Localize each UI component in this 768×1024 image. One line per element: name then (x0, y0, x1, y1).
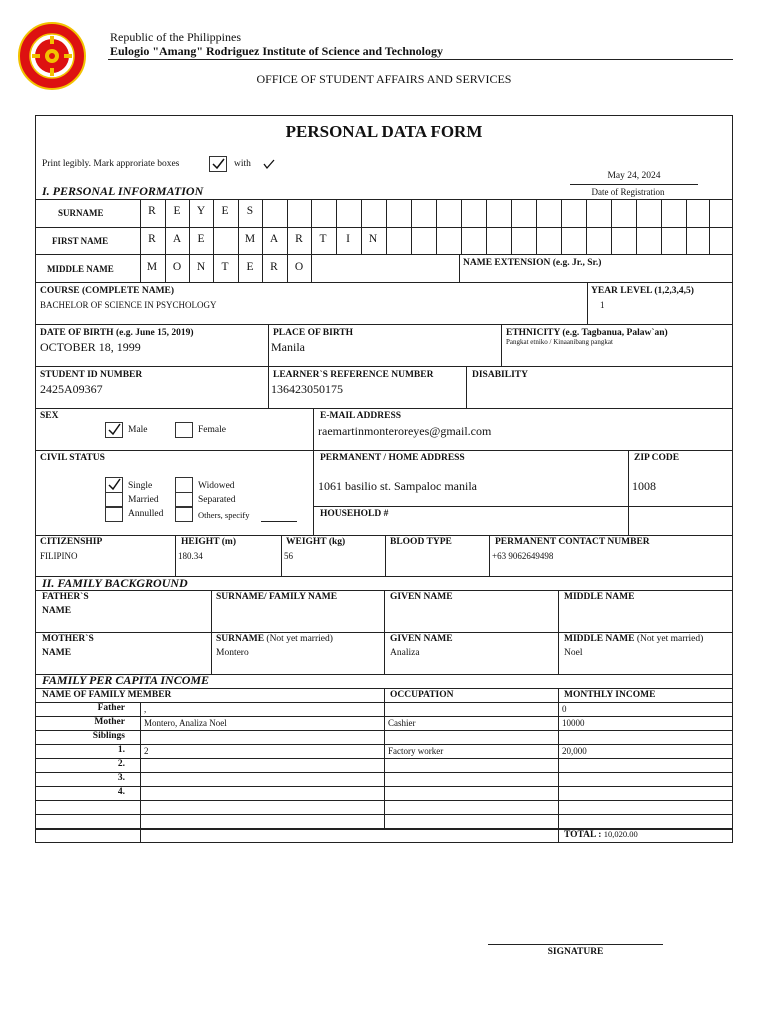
grid-column-line (709, 199, 710, 255)
surname-letter[interactable]: R (148, 205, 156, 217)
rule (281, 535, 282, 577)
check-mark-icon (262, 158, 276, 170)
surname-letter[interactable]: E (173, 205, 181, 217)
section-personal-info: I. PERSONAL INFORMATION (42, 184, 204, 198)
grid-column-line (287, 199, 288, 255)
table-row-line (35, 758, 733, 759)
republic-heading: Republic of the Philippines (110, 30, 241, 44)
father-given-label: GIVEN NAME (390, 592, 453, 602)
middle_name-letter[interactable]: T (221, 261, 229, 273)
civil-annulled-checkbox[interactable] (105, 506, 123, 522)
table-row-line (35, 800, 733, 801)
grid-column-line (262, 199, 263, 255)
grid-column-line (361, 199, 362, 255)
ethnicity-sublabel: Pangkat etniko / Kinaanibang pangkat (506, 338, 613, 346)
father-middle-label: MIDDLE NAME (564, 592, 635, 602)
dob-label: DATE OF BIRTH (e.g. June 15, 2019) (40, 328, 194, 338)
grid-column-line (636, 199, 637, 255)
mother-surname-label: SURNAME (216, 634, 265, 644)
lrn-label: LEARNER`S REFERENCE NUMBER (273, 370, 434, 380)
surname-letter[interactable]: E (221, 205, 229, 217)
grid-column-line (311, 254, 312, 282)
grid-column-line (336, 199, 337, 255)
section-family-income: FAMILY PER CAPITA INCOME (42, 673, 210, 687)
zip-value[interactable]: 1008 (632, 479, 656, 493)
lrn-value[interactable]: 136423050175 (271, 382, 343, 396)
sex-female-checkbox[interactable] (175, 422, 193, 438)
zip-label: ZIP CODE (634, 453, 680, 463)
rule (501, 324, 502, 366)
mother-surname-value[interactable]: Montero (216, 648, 249, 658)
mother-surname-header (216, 634, 333, 644)
mother-middle-note: (Not yet married) (636, 634, 704, 644)
table-row-line (35, 786, 733, 787)
grid-column-line (436, 199, 437, 255)
father-surname-label: SURNAME/ FAMILY NAME (216, 592, 338, 602)
registration-date-line (570, 184, 698, 185)
income-total (564, 829, 638, 840)
grid-column-line (486, 199, 487, 255)
blood-type-label: BLOOD TYPE (390, 537, 452, 547)
grid-column-line (586, 199, 587, 255)
income-row-occupation[interactable]: Cashier (388, 718, 416, 728)
pob-value[interactable]: Manila (271, 340, 305, 354)
signature-line (488, 944, 663, 945)
section-family-background: II. FAMILY BACKGROUND (42, 576, 188, 590)
first_name-letter[interactable]: N (368, 233, 378, 245)
income-row-name[interactable]: Montero, Analiza Noel (144, 718, 227, 728)
student-id-value[interactable]: 2425A09367 (40, 382, 103, 396)
grid-column-line (511, 199, 512, 255)
first_name-letter[interactable]: A (269, 233, 279, 245)
civil-status-label: CIVIL STATUS (40, 453, 105, 463)
mother-middle-value[interactable]: Noel (564, 648, 583, 658)
rule (558, 688, 559, 842)
student-id-label: STUDENT ID NUMBER (40, 370, 143, 380)
surname-letter[interactable]: S (246, 205, 254, 217)
income-row-income[interactable]: 10000 (562, 718, 585, 728)
registration-date[interactable]: May 24, 2024 (607, 171, 661, 181)
citizenship-label: CITIZENSHIP (40, 537, 103, 547)
civil-single-checkbox[interactable] (105, 477, 123, 493)
civil-widowed-checkbox[interactable] (175, 477, 193, 493)
year-level-value[interactable]: 1 (600, 300, 605, 310)
mother-middle-header (564, 634, 703, 644)
civil-married-label: Married (128, 495, 159, 505)
mother-label: MOTHER`S (42, 634, 94, 644)
first-name-label: FIRST NAME (52, 236, 109, 246)
middle_name-letter[interactable]: M (146, 261, 158, 273)
income-row-label: 4. (117, 787, 125, 797)
grid-column-line (386, 199, 387, 255)
sex-male-label: Male (128, 425, 148, 435)
table-row-line (35, 814, 733, 815)
rule (175, 535, 176, 577)
address-value[interactable]: 1061 basilio st. Sampaloc manila (318, 479, 477, 493)
rule (268, 324, 269, 366)
father-label-name: NAME (42, 606, 72, 616)
table-row-line (35, 730, 733, 731)
mother-label-name: NAME (42, 648, 72, 658)
rule (35, 408, 733, 409)
first_name-letter[interactable]: A (172, 233, 182, 245)
rule (35, 282, 733, 283)
rule (35, 366, 733, 367)
grid-column-line (611, 199, 612, 255)
rule (489, 535, 490, 577)
rule (628, 450, 629, 535)
email-value[interactable]: raemartinmonteroreyes@gmail.com (318, 424, 492, 438)
income-col-income: MONTHLY INCOME (564, 690, 656, 700)
rule (587, 282, 588, 324)
sex-label: SEX (40, 411, 59, 421)
address-label: PERMANENT / HOME ADDRESS (320, 453, 465, 463)
ethnicity-label: ETHNICITY (e.g. Tagbanua, Palaw`an) (506, 328, 668, 338)
with-label: with (234, 159, 251, 169)
grid-column-line (461, 199, 462, 255)
civil-single-label: Single (128, 481, 153, 491)
email-label: E-MAIL ADDRESS (320, 411, 402, 421)
grid-column-line (311, 199, 312, 255)
disability-label: DISABILITY (472, 370, 528, 380)
rule (313, 408, 314, 450)
name-extension-label: NAME EXTENSION (e.g. Jr., Sr.) (463, 258, 602, 268)
mother-surname-note: (Not yet married) (266, 634, 333, 644)
income-total-label: TOTAL : (564, 830, 602, 840)
instruction-text: Print legibly. Mark approriate boxes (42, 159, 180, 169)
signature-label: SIGNATURE (547, 947, 604, 957)
civil-widowed-label: Widowed (198, 481, 235, 491)
institute-name: Eulogio "Amang" Rodriguez Institute of Science and Technology (110, 44, 444, 58)
middle_name-letter[interactable]: O (294, 261, 304, 273)
rule (313, 506, 733, 507)
course-label: COURSE (COMPLETE NAME) (40, 286, 175, 296)
rule (35, 535, 733, 536)
height-label: HEIGHT (m) (181, 537, 236, 547)
citizenship-value[interactable]: FILIPINO (40, 551, 78, 561)
first_name-letter[interactable]: E (197, 233, 205, 245)
registration-date-label: Date of Registration (591, 187, 665, 197)
rule (268, 366, 269, 408)
grid-column-line (561, 199, 562, 255)
income-col-name: NAME OF FAMILY MEMBER (42, 690, 172, 700)
middle_name-letter[interactable]: E (246, 261, 254, 273)
form-title: PERSONAL DATA FORM (285, 122, 483, 141)
income-row-label: Father (97, 703, 125, 713)
header-divider (108, 59, 733, 60)
surname-letter[interactable]: Y (196, 205, 206, 217)
course-value[interactable]: BACHELOR OF SCIENCE IN PSYCHOLOGY (40, 300, 217, 310)
middle-name-label: MIDDLE NAME (47, 264, 114, 274)
weight-value[interactable]: 56 (284, 551, 293, 561)
income-col-occupation: OCCUPATION (390, 690, 454, 700)
rule (466, 366, 467, 408)
sex-female-label: Female (198, 425, 226, 435)
income-row-occupation[interactable]: Factory worker (388, 746, 444, 756)
income-row-label: 3. (117, 773, 125, 783)
middle_name-letter[interactable]: N (196, 261, 206, 273)
civil-others-checkbox[interactable] (175, 506, 193, 522)
rule (313, 450, 314, 535)
first_name-letter[interactable]: R (295, 233, 303, 245)
first_name-letter[interactable]: R (148, 233, 156, 245)
contact-value[interactable]: +63 9062649498 (492, 551, 554, 561)
office-name: OFFICE OF STUDENT AFFAIRS AND SERVICES (256, 72, 512, 86)
grid-column-line (661, 199, 662, 255)
first_name-letter[interactable]: M (244, 233, 256, 245)
civil-others-label: Others, specify (198, 510, 250, 520)
income-row-label: Mother (94, 717, 125, 727)
civil-annulled-label: Annulled (128, 509, 164, 519)
contact-label: PERMANENT CONTACT NUMBER (495, 537, 650, 547)
rule (385, 535, 386, 577)
father-label: FATHER`S (42, 592, 89, 602)
civil-separated-label: Separated (198, 495, 236, 505)
income-row-name[interactable]: 2 (144, 746, 149, 756)
table-row-line (35, 716, 733, 717)
rule (35, 324, 733, 325)
grid-column-line (536, 199, 537, 255)
income-row-label: 1. (117, 745, 125, 755)
mother-given-value[interactable]: Analiza (390, 648, 420, 658)
income-total-value[interactable]: 10,020.00 (603, 829, 638, 839)
income-row-name[interactable]: , (144, 704, 147, 714)
grid-column-line (411, 199, 412, 255)
year-level-label: YEAR LEVEL (1,2,3,4,5) (591, 286, 694, 296)
income-row-label: Siblings (92, 731, 125, 741)
income-row-income[interactable]: 20,000 (562, 746, 587, 756)
grid-column-line (459, 254, 460, 282)
dob-value[interactable]: OCTOBER 18, 1999 (40, 340, 141, 354)
household-label: HOUSEHOLD # (320, 509, 389, 519)
rule (35, 632, 733, 633)
table-row-line (35, 744, 733, 745)
weight-label: WEIGHT (kg) (286, 537, 346, 547)
grid-column-line (686, 199, 687, 255)
sex-male-checkbox[interactable] (105, 422, 123, 438)
first_name-letter[interactable]: I (346, 233, 350, 245)
income-row-income[interactable]: 0 (562, 704, 567, 714)
middle_name-letter[interactable]: R (270, 261, 278, 273)
rule (261, 521, 297, 522)
first_name-letter[interactable]: T (319, 233, 327, 245)
example-checkbox (209, 156, 227, 172)
mother-given-label: GIVEN NAME (390, 634, 453, 644)
mother-middle-label: MIDDLE NAME (564, 634, 635, 644)
height-value[interactable]: 180.34 (178, 551, 203, 561)
income-row-label: 2. (117, 759, 125, 769)
middle_name-letter[interactable]: O (172, 261, 182, 273)
pob-label: PLACE OF BIRTH (273, 328, 354, 338)
table-row-line (35, 772, 733, 773)
surname-label: SURNAME (58, 208, 104, 218)
